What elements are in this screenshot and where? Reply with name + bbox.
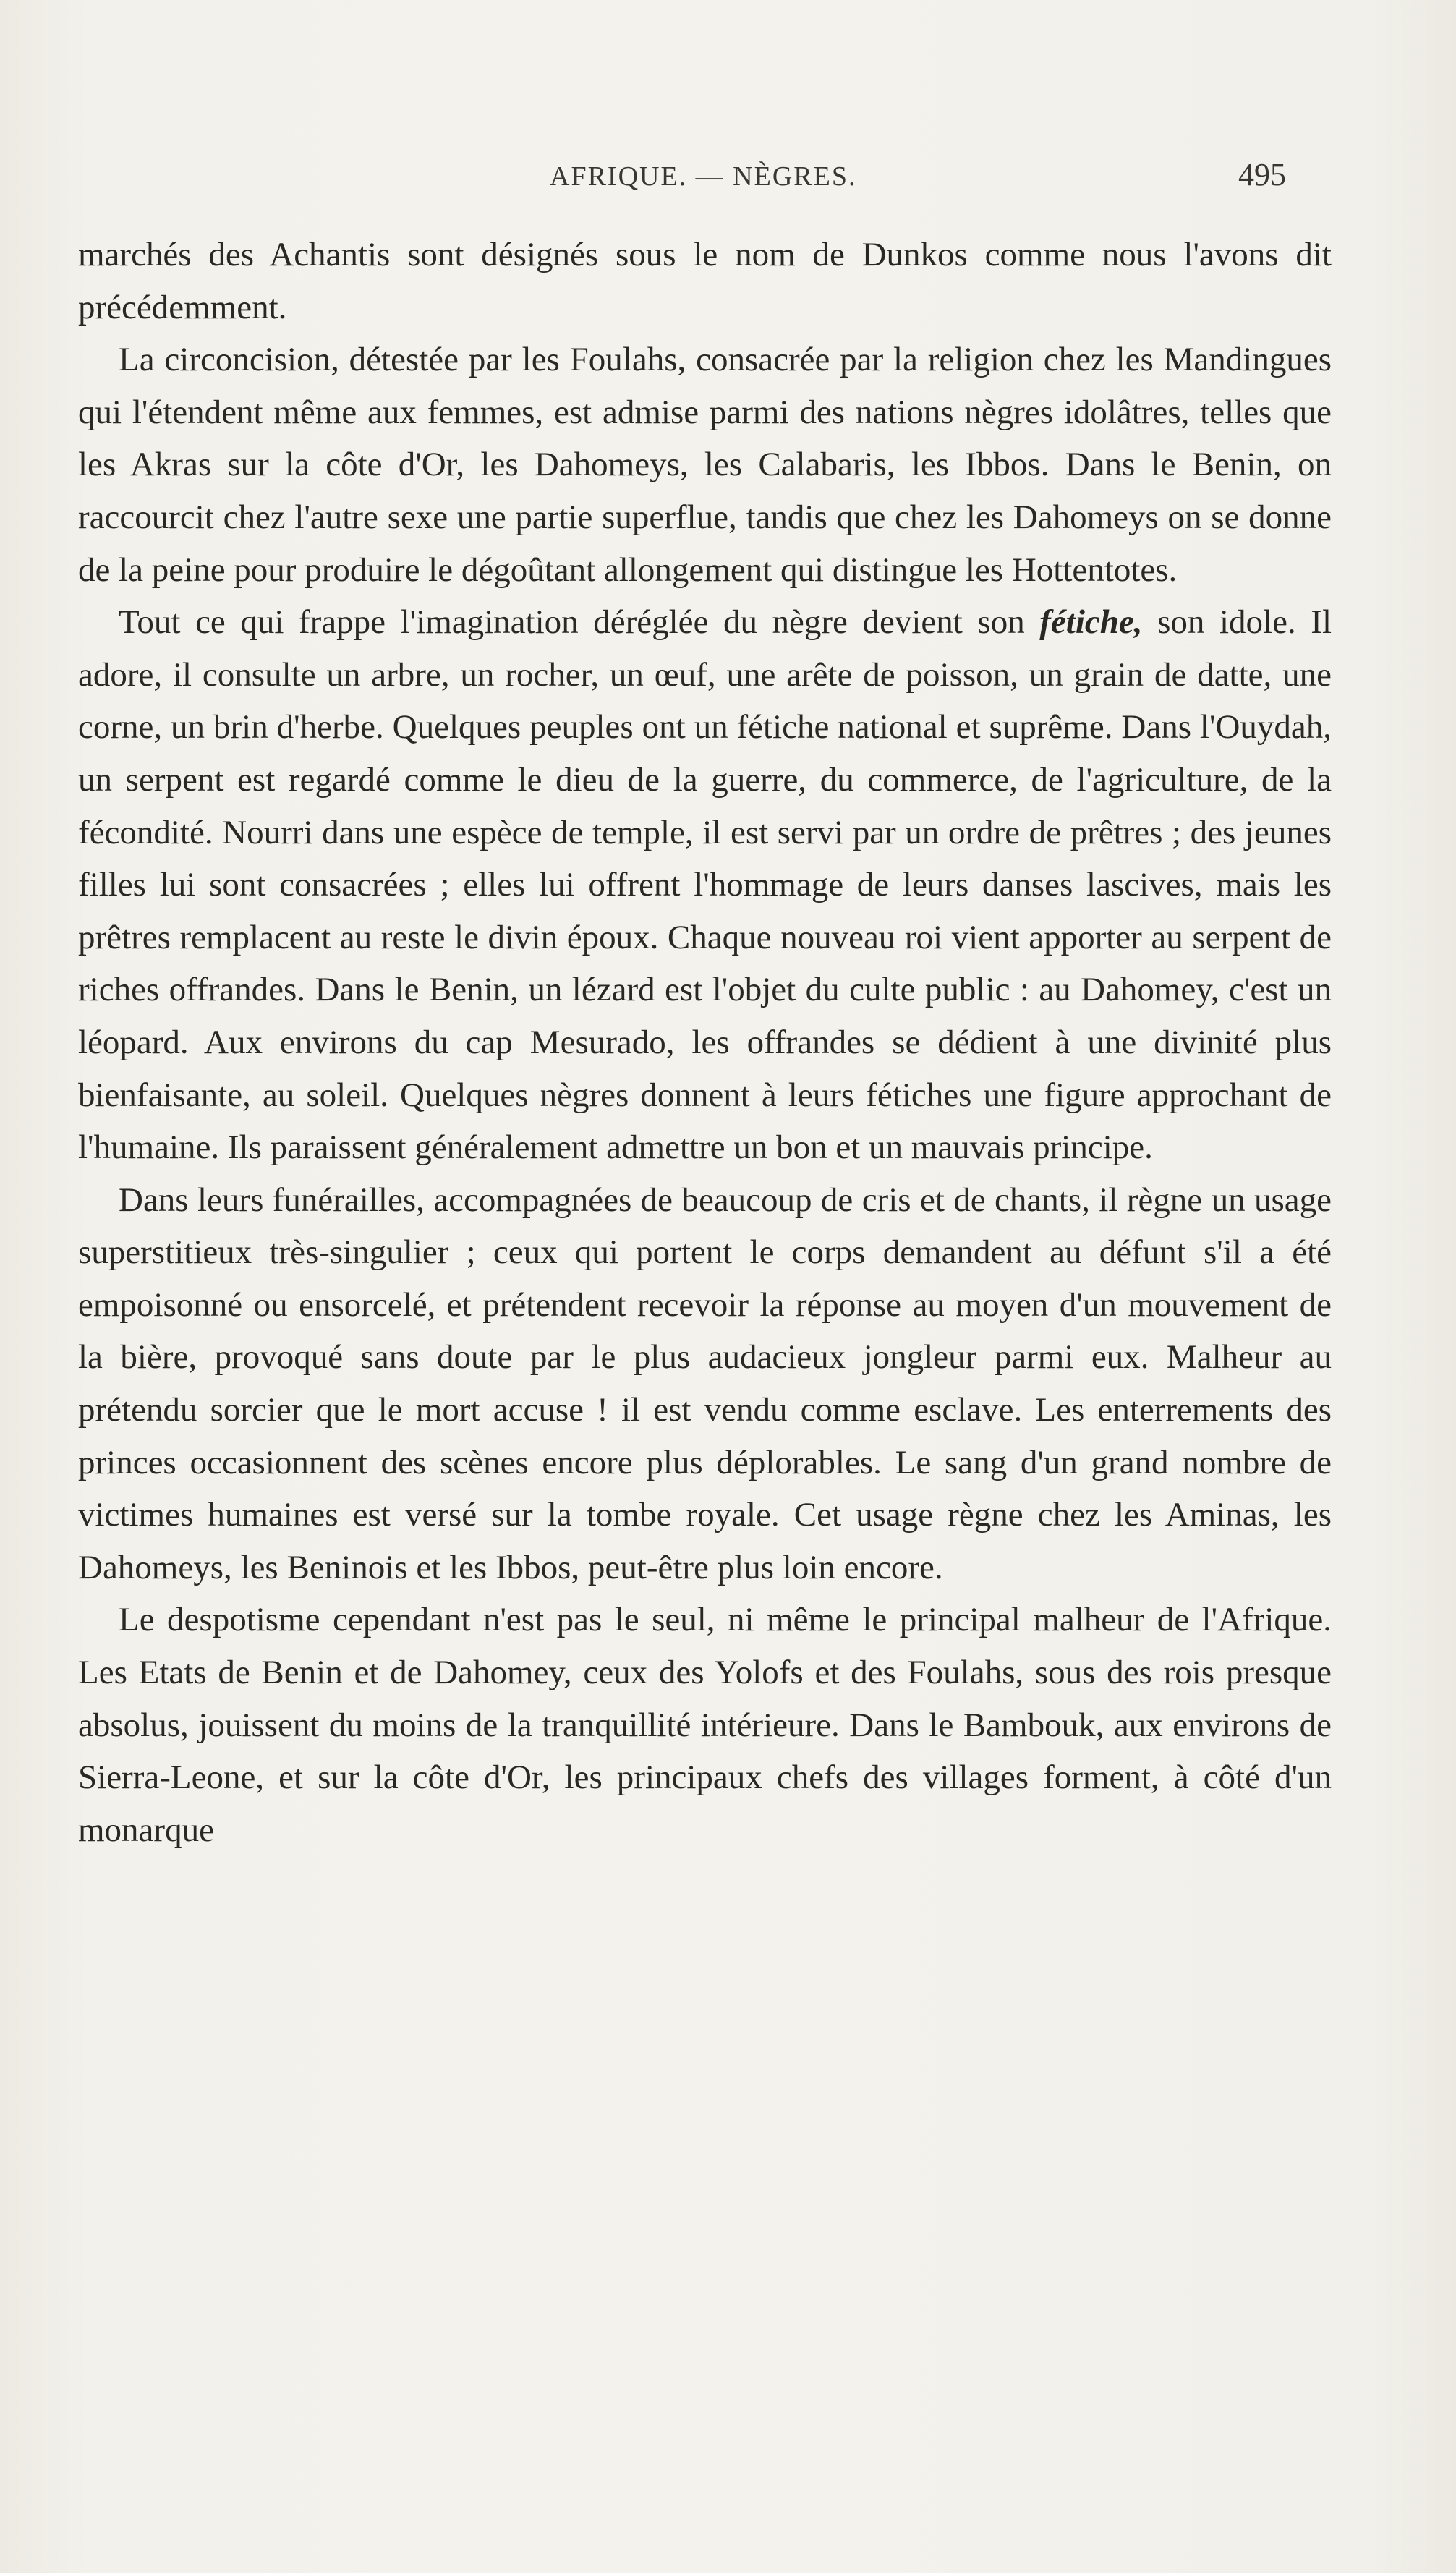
running-title: AFRIQUE. — NÈGRES. [550,161,857,192]
paragraph-4: Dans leurs funérailles, accompagnées de beaucoup de cris et de chants, il règne un usage superstitieux très-singulier ; ceux qui portent le corps demandent au défunt s'il a été empoisonné ou ensorcelé, et prétendent recevoir la réponse au moyen d'un mouvement de la bière, provoqué sans doute par le plus audacieux jongleur parmi eux. Malheur au prétendu sorcier que le mort accuse ! il est vendu comme esclave. Les enterrements des princes occasionnent des scènes encore plus déplorables. Le sang d'un grand nombre de victimes humaines est versé sur la tombe royale. Cet usage règne chez les Aminas, les Dahomeys, les Beninois et les Ibbos, peut-être plus loin encore. [78,1181,1332,1586]
italic-term: fétiche, [1039,603,1143,642]
paragraph-3-start: Tout ce qui frappe l'imagination déréglée du nègre devient son [119,603,1040,642]
page-number: 495 [1238,157,1286,192]
paragraph-5: Le despotisme cependant n'est pas le seul, ni même le principal malheur de l'Afrique. Les Etats de Benin et de Dahomey, ceux des Yolofs et des Foulahs, sous des rois presque absolus, jouissent du moins de la tranquillité intérieure. Dans le Bambouk, aux environs de Sierra-Leone, et sur la côte d'Or, les principaux chefs des villages forment, à côté d'un monarque [78,1601,1332,1849]
body-text [78,229,1332,1856]
paragraph-3-rest: son idole. Il adore, il consulte un arbre, un rocher, un œuf, une arête de poisson, un grain de datte, une corne, un brin d'herbe. Quelques peuples ont un fétiche national et suprême. Dans l'Ouydah, un serpent est regardé comme le dieu de la guerre, du commerce, de l'agriculture, de la fécondité. Nourri dans une espèce de temple, il est servi par un ordre de prêtres ; des jeunes filles lui sont consacrées ; elles lui offrent l'hommage de leurs danses lascives, mais les prêtres remplacent au reste le divin époux. Chaque nouveau roi vient apporter au serpent de riches offrandes. Dans le Benin, un lézard est l'objet du culte public : au Dahomey, c'est un léopard. Aux environs du cap Mesurado, les offrandes se dédient à une divinité plus bienfaisante, au soleil. Quelques nègres donnent à leurs fétiches une figure approchant de l'humaine. Ils paraissent généralement admettre un bon et un mauvais principe. [78,603,1332,1167]
running-head [0,157,1456,197]
paragraph-1: marchés des Achantis sont désignés sous le nom de Dunkos comme nous l'avons dit précédemment. [78,236,1332,326]
paragraph-2: La circoncision, détestée par les Foulahs, consacrée par la religion chez les Mandingues qui l'étendent même aux femmes, est admise parmi des nations nègres idolâtres, telles que les Akras sur la côte d'Or, les Dahomeys, les Calabaris, les Ibbos. Dans le Benin, on raccourcit chez l'autre sexe une partie superflue, tandis que chez les Dahomeys on se donne de la peine pour produire le dégoûtant allongement qui distingue les Hottentotes. [78,341,1332,589]
paragraph-3 [78,596,1332,1174]
